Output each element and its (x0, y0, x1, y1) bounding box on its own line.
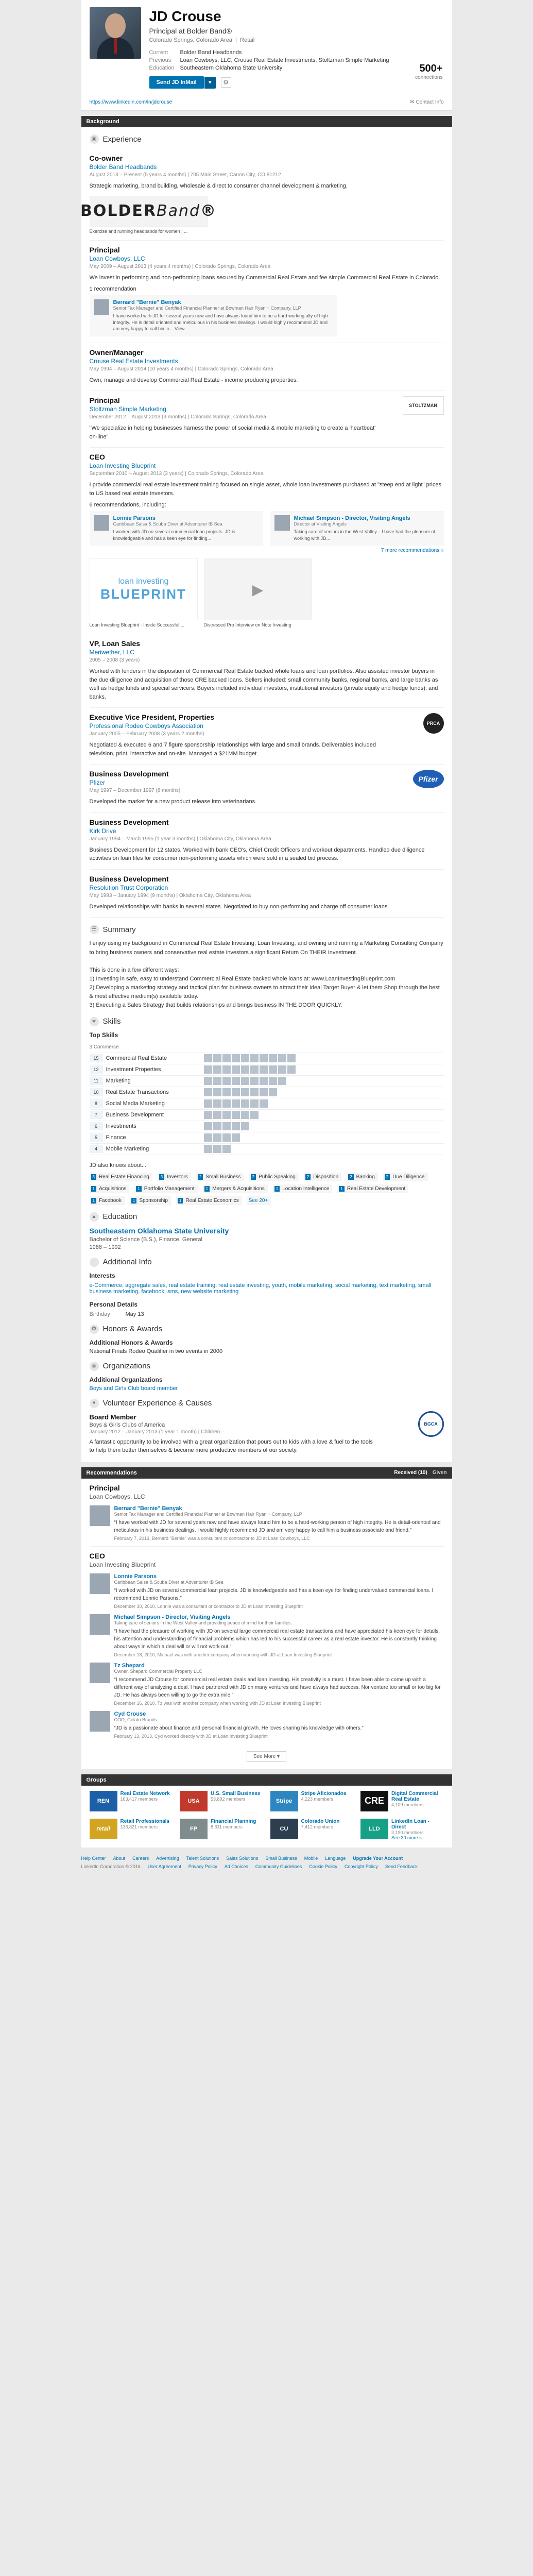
public-profile-url[interactable]: https://www.linkedin.com/in/jdcrouse (89, 99, 173, 105)
recommendation-preview[interactable]: Bernard "Bernie" Benyak Senior Tax Manager and Certified Financial Planner at Bowman Hair Ryan + Company, LLP I have worked with JD for several years now and have always found him to be a hard working ally of high integrity. He is detail oriented and meticulous in his business dealings. I would highly recommend JD and am very happy to call him a... View (90, 295, 337, 336)
position-item: CEO Loan Investing Blueprint September 2010 – August 2013 (3 years) | Colorado Springs, Colorado Area I provide commercial real estate investment training focused on single asset, whole loan investments purchased at "steep end at light" prices to US based real estate investors. 6 recommendations, including: Lonnie Parsons Caribbean Salsa & Scuba Diver at Adventurer IB Sea I worked with JD on several commercial loan projects. JD is knowledgeable and has a keen eye for finding... Michael Simpson - Director, Visiting Angels Director at Visiting Angels Taking care of seniors in the West Valley... I have had the pleasure of working with JD... 7 more recommendations » loan investing BLUEPRINT Loan Investing Blueprint - Inside Successful ... ▶ Distressed Pro Interview on Note Investing (90, 448, 444, 634)
boys-girls-club-logo[interactable]: BGCA (418, 1411, 444, 1437)
graduation-cap-icon: ▲ (90, 1212, 99, 1222)
footer-link[interactable]: About (113, 1855, 126, 1861)
skill-row[interactable]: 10 Real Estate Transactions (90, 1087, 444, 1098)
recommendation-item: Cyd Crouse COO, Gelato Brands “JD is a passionate about finance and personal financial growth. He loves sharing his knowledge with others.” February 13, 2013, Cyd worked directly with JD at Loan Investing Blueprint (90, 1711, 444, 1739)
award-icon: ✪ (90, 1325, 99, 1334)
summary-icon: ☰ (90, 925, 99, 934)
company-logo[interactable]: STOLTZMAN (403, 396, 444, 415)
send-inmail-button[interactable]: Send JD InMail (149, 76, 204, 89)
company-logo[interactable]: Pfizer (413, 770, 444, 788)
profile-headline: Principal at Bolder Band® (149, 27, 232, 35)
footer-link[interactable]: Community Guidelines (255, 1863, 302, 1869)
footer-link[interactable]: Talent Solutions (186, 1855, 219, 1861)
recommendations-header: Recommendations Received (10) Given (81, 1467, 452, 1479)
skill-pill[interactable]: 3 Investors (158, 1173, 191, 1181)
connections-count: 500+ connections (415, 63, 443, 80)
experience-title: Experience (102, 134, 142, 144)
loan-blueprint-logo: loan investing BLUEPRINT (90, 558, 198, 620)
recommendation-item: Lonnie Parsons Caribbean Salsa & Scuba Diver at Adventurer IB Sea “I worked with JD on several commercial loan projects. JD is knowledgeable and has a keen eye for finding undervalued commercial loans. I recommend Lonnie Parsons.” December 30, 2010, Lonnie was a consultant or contractor to JD at Loan Investing Blueprint (90, 1573, 444, 1609)
info-icon: i (90, 1258, 99, 1267)
organization-icon: ◎ (90, 1362, 99, 1371)
tab-given[interactable]: Given (432, 1470, 447, 1476)
avatar[interactable] (274, 515, 290, 531)
briefcase-icon: ▣ (90, 134, 99, 144)
top-skills-label: Top Skills (89, 1031, 118, 1039)
more-actions-gear-icon[interactable]: ⚙ (221, 77, 231, 88)
position-item: Business Development Pfizer May 1997 – December 1997 (8 months) Developed the market for a new product release into veterinarians. Pfizer (90, 765, 444, 813)
skill-row[interactable]: 4 Mobile Marketing (90, 1144, 444, 1155)
footer-link[interactable]: Language (325, 1855, 346, 1861)
summary-title: Summary (102, 925, 136, 934)
group-logo: LLD (360, 1819, 388, 1839)
profile-location: Colorado Springs, Colorado Area | Retail (149, 37, 255, 43)
bolder-band-logo: BOLDERBand® (80, 202, 217, 220)
recommendation-preview[interactable]: Lonnie Parsons Caribbean Salsa & Scuba Diver at Adventurer IB Sea I worked with JD on several commercial loan projects. JD is knowledgeable and has a keen eye for finding... (90, 511, 263, 546)
skill-row[interactable]: 6 Investments (90, 1121, 444, 1132)
groups-section (81, 1774, 452, 1848)
fact-current: Current Bolder Band Headbands (149, 49, 242, 56)
skill-row[interactable]: 5 Finance (90, 1132, 444, 1144)
avatar[interactable] (90, 1663, 110, 1683)
group-logo: retail (90, 1819, 117, 1839)
group-item[interactable]: USA U.S. Small Business 53,892 members (180, 1791, 263, 1811)
skills-icon: ★ (90, 1017, 99, 1026)
group-item[interactable]: Stripe Stripe Aficionados 4,223 members (270, 1791, 354, 1811)
profile-page (81, 0, 452, 1883)
group-logo: Stripe (270, 1791, 298, 1811)
skill-row[interactable]: 7 Business Development (90, 1110, 444, 1121)
media-thumbnail[interactable]: loan investing BLUEPRINT Loan Investing Blueprint - Inside Successful ... (90, 558, 198, 628)
footer-link[interactable]: Careers (132, 1855, 149, 1861)
group-item[interactable]: FP Financial Planning 8,611 members (180, 1819, 263, 1840)
group-logo: USA (180, 1791, 208, 1811)
skill-pill[interactable]: 1 Real Estate Development (337, 1184, 408, 1193)
position-item: Business Development Kirk Drive January 1994 – March 1995 (1 year 3 months) | Oklahoma City, Oklahoma Area Business Development for 12 states. Worked with bank CEO's, Chief Credit Officers and workout departments. Handled due diligence activities on loan files for consumer non-performing assets which were sold in a sealed bid process. (90, 813, 444, 870)
avatar[interactable] (90, 1573, 110, 1594)
volunteer-item: Board Member Boys & Girls Clubs of America January 2012 – January 2013 (1 year 1 month) | Children A fantastic opportunity to be involved with a great organization that pours out to kids with a love & fuel to the tools to help them better themselves & become more productive members of our society. BGCA (90, 1413, 444, 1455)
see-all-groups-link[interactable]: See 30 more » (391, 1835, 422, 1840)
personal-details-label: Personal Details (89, 1300, 137, 1308)
footer-link[interactable]: Send Feedback (385, 1863, 418, 1869)
avatar[interactable] (90, 1505, 110, 1526)
skill-pill[interactable]: 2 Due Diligence (383, 1173, 428, 1181)
group-item[interactable]: CRE Digital Commercial Real Estate 4,109 members (360, 1791, 444, 1811)
footer-link[interactable]: User Agreement (147, 1863, 181, 1869)
footer-link[interactable]: Advertising (156, 1855, 179, 1861)
additional-info-title: Additional Info (102, 1258, 152, 1267)
skill-pill[interactable]: 1 Real Estate Economics (176, 1196, 242, 1205)
skill-pill[interactable]: 1 Sponsorship (130, 1196, 171, 1205)
skill-pill[interactable]: 1 Portfolio Management (134, 1184, 197, 1193)
group-logo: FP (180, 1819, 208, 1839)
summary-text: I enjoy using my background in Commercial Real Estate Investing, Loan Investing, and owning and running a Marketing Consulting Company to bring business owners and conservative real estate investors a significant Return On THEIR Investment. This is done in a few different ways: 1) Investing in safe, easy to understand Commercial Real Estate backed whole loans at: www.LoanInvestingBlueprint.com 2) Developing a marketing strategy and tactical plan for business owners to attract their Ideal Target Buyer & let them Shop through the best & most effective medium(s) available today. 3) Executing a Sales Strategy that builds relationships and brings business IN THE DOOR QUICKLY. (89, 940, 443, 1008)
interests-label: Interests (89, 1272, 115, 1279)
footer-link[interactable]: Copyright Policy (344, 1863, 378, 1869)
top-card (81, 0, 452, 111)
fact-previous: Previous Loan Cowboys, LLC, Crouse Real Estate Investments, Stoltzman Simple Marketing (149, 57, 389, 63)
group-logo: REN (90, 1791, 117, 1811)
skill-row: 3 Commerce (90, 1042, 444, 1053)
volunteer-title: Volunteer Experience & Causes (102, 1399, 212, 1408)
group-logo: CRE (360, 1791, 388, 1811)
profile-name: JD Crouse (149, 8, 221, 24)
skill-pill[interactable]: 1 Acquisitions (90, 1184, 130, 1193)
footer-link[interactable]: Cookie Policy (309, 1863, 337, 1869)
footer-link[interactable]: Help Center (81, 1855, 106, 1861)
position-item: Principal Loan Cowboys, LLC May 2009 – August 2013 (4 years 4 months) | Colorado Springs, Colorado Area We invest in performing and non-performing loans secured by Commercial Real Estate and fee simple Commercial Real Estate in Colorado. 1 recommendation Bernard "Bernie" Benyak Senior Tax Manager and Certified Financial Planner at Bowman Hair Ryan + Company, LLP I have worked with JD for several years now and have always found him to be a hard working ally of high integrity. He is detail oriented and meticulous in his business dealings. I would highly recommend JD and am very happy to call him a... View (90, 241, 444, 343)
copyright: LinkedIn Corporation © 2016 (81, 1863, 141, 1869)
recommendation-group: Principal Loan Cowboys, LLC Bernard "Bernie" Benyak Senior Tax Manager and Certified Financial Planner at Bowman Hair Ryan + Company, LLP “I have worked with JD for several years now and have always found him to be a hard-working person of high integrity. He is detail-oriented and meticulous in his business dealings. I would highly recommend JD and am very happy to call him a business associate and friend.” February 7, 2013, Bernard "Bernie" was a consultant or contractor to JD at Loan Cowboys, LLC (90, 1479, 444, 1547)
position-item: Principal Stoltzman Simple Marketing December 2012 – August 2013 (9 months) | Colorado Springs, Colorado Area "We specialize in helping businesses harness the power of social media & mobile marketing to create a 'heartbeat' on-line" STOLTZMAN (90, 391, 444, 448)
skill-pill[interactable]: 2 Banking (347, 1173, 378, 1181)
background-section: Background ▣ Experience Co-owner Bolder Band Headbands August 2013 – Present (5 years 4 months) | 705 Main Street, Canon City, CO 81212 Strategic marketing, brand building, wholesale & direct to consumer channel development & marketing. BOLDERBand® Exercise and running headbands for women | ... Principal Loan Cowboys, LLC May 2009 – August 2013 (4 years 4 months) | Colorado Springs, Colorado Area We invest in performing and non-performing loans secured by Commercial Real Estate and fee simple Commercial Real Estate in Colorado. 1 recommendation Bernard "Bernie" Benyak Senior Tax Manager and Certified Financial Planner at Bowman Hair Ryan + Company, LLP I have worked with JD for several years now and have always found him to be a hard working ally of high integrity. He is detail oriented and meticulous in his business dealings. I would highly recommend JD and am very happy to call him a... View Owner/Manager Crouse Real Estate Investments May 1994 – August 2014 (10 years 4 months) | Colorado Springs, Colorado Area Own, manage and develop Commercial Real Estate - income producing properties. Principal Stoltzman Simple Marketing December 2012 – August 2013 (9 months) | Colorado Springs, Colorado Area "We specialize in helping businesses harness the power of social media & mobile marketing to create a 'heartbeat' on-line" STOLTZMAN CEO Loan Investing Blueprint September 2010 – August 2013 (3 years) | Colorado Springs, Colorado Area I provide commercial real estate investment training focused on single asset, whole loan investments purchased at "steep end at light" prices to US based real estate investors. 6 recommendations, including: Lonnie Parsons Caribbean Salsa & Scuba Diver at Adventurer IB Sea I worked with JD on several commercial loan projects. JD is knowledgeable and has a keen eye for finding... Michael Simpson - Director, Visiting Angels Director at Visiting Angels Taking care of seniors in the West Valley... I have had the pleasure of working with JD... 7 more recommendations » loan investing BLUEPRINT Loan Investing Blueprint - Inside Successful ... ▶ Distressed Pro Interview on Note Investing VP, Loan Sales Meriwether, LLC 2005 – 2008 (3 years) Worked with lenders in the disposition of Commercial Real Estate backed whole loans and loan portfolios. Also assisted investor buyers in the due diligence and acquisition of those CRE backed loans. Sellers included: small community banks, regional banks, and large banks as well as hedge funds and special servicers. Buyers included individual investors, institutional investors (private equity and hedge funds), and banks. Executive Vice President, Properties Professional Rodeo Cowboys Association January 2005 – February 2008 (3 years 2 months) Negotiated & executed 6 and 7 figure sponsorship relationships with large and small brands. Deliverables included television, print, interactive and on-site. Managed a $21MM budget. PRCA Business Development Pfizer May 1997 – December 1997 (8 months) Developed the market for a new product release into veterinarians. Pfizer Business Development Kirk Drive January 1994 – March 1995 (1 year 3 months) | Oklahoma City, Oklahoma Area Business Development for 12 states. Worked with bank CEO's, Chief Credit Officers and workout departments. Handled due diligence activities on loan files for consumer non-performing assets which were sold in a sealed bid process. Business Development Resolution Trust Corporation May 1993 – January 1994 (9 months) | Oklahoma City, Oklahoma Area Developed relationships with banks in several states. Negotiated to buy non-performing and charge off consumer loans. ☰ Summary I enjoy using my background in Commercial Real Estate Investing, Loan Investing, and owning and running a Marketing Consulting Company to bring business owners and conservative real estate investors a significant Return On THEIR Investment. This is done in a few different ways: 1) Investing in safe, easy to understand Commercial Real Estate backed whole loans at: www.LoanInvestingBlueprint.com 2) Developing a marketing strategy and tactical plan for business owners to attract their Ideal Target Buyer & let them Shop through the best & most effective medium(s) available today. 3) Executing a Sales Strategy that builds relationships and brings business IN THE DOOR QUICKLY. ★ Skills Top Skills 3 Commerce 15 Commercial Real Estate 12 Investment Properties 11 Marketing 10 Real Estate Transactions 8 Social Media Marketing 7 Business Development 6 Investments 5 Finance 4 Mobile Marketing JD also knows about... 3 Real Estate Financing 3 Investors 2 Small Business 2 Public Speaking 2 Disposition 2 Banking 2 Due Diligence 1 Acquisitions 1 Portfolio Management 1 Mergers & Acquisitions 1 Location Intelligence 1 Real Estate Development 1 Facebook 1 Sponsorship 1 Real Estate Economics See 20+ ▲ Education Southeastern Oklahoma State University Bachelor of Science (B.S.), Finance, General 1988 – 1992 i Additional Info Interests e-Commerce, aggregate sales, real estate training, real estate investing, youth, mobile marketing, social marketing, text marketing, small business marketing, facebook, sms, new website marketing Personal Details Birthday May 13 ✪ Honors & Awards Additional Honors & Awards National Finals Rodeo Qualifier in two events in 2000 ◎ Organizations Additional Organizations Boys and Girls Club board member ♥ Volunteer Experience & Causes Board Member Boys & Girls Clubs of America January 2012 – January 2013 (1 year 1 month) | Children A fantastic opportunity to be involved with a great organization that pours out to kids with a love & fuel to the tools to help them better themselves & become more productive members of our society. BGCA (81, 116, 452, 1462)
education-item: Southeastern Oklahoma State University Bachelor of Science (B.S.), Finance, General 1988 – 1992 (89, 1226, 229, 1250)
recommendation-item: Michael Simpson - Director, Visiting Angels Taking care of seniors in the West Valley and providing peace of mind for their families. “I have had the pleasure of working with JD on several large commercial real estate transactions and have appreciated his keen eye for details, his attention and understanding of financial problems which has led to his successful career as a real estate investor. He is constantly thinking about ways in which a deal will or will not work out.” December 18, 2010, Michael was with another company when working with JD at Loan Investing Blueprint (90, 1614, 444, 1657)
skill-pill[interactable]: 3 Real Estate Financing (90, 1173, 152, 1181)
skill-pill[interactable]: 1 Location Intelligence (273, 1184, 333, 1193)
upgrade-account-link[interactable]: Upgrade Your Account (353, 1855, 403, 1861)
video-play-icon: ▶ (252, 581, 264, 598)
avatar[interactable] (94, 515, 109, 531)
profile-photo[interactable] (90, 7, 141, 59)
group-item[interactable]: retail Retail Professionals 136,821 members (90, 1819, 173, 1840)
skill-row[interactable]: 11 Marketing (90, 1076, 444, 1087)
skills-title: Skills (102, 1017, 121, 1026)
education-title: Education (102, 1212, 137, 1222)
fact-education: Education Southeastern Oklahoma State University (149, 65, 283, 71)
skill-row[interactable]: 12 Investment Properties (90, 1064, 444, 1076)
footer-link[interactable]: Ad Choices (224, 1863, 248, 1869)
see-more-button[interactable]: See More ▾ (247, 1751, 286, 1762)
skill-row[interactable]: 8 Social Media Marketing (90, 1098, 444, 1110)
group-logo: CU (270, 1819, 298, 1839)
company-logo[interactable]: PRCA (423, 713, 444, 734)
public-url-bar (90, 95, 444, 105)
skill-pill[interactable]: 2 Small Business (196, 1173, 244, 1181)
avatar[interactable] (90, 1711, 110, 1732)
position-item: VP, Loan Sales Meriwether, LLC 2005 – 2008 (3 years) Worked with lenders in the disposition of Commercial Real Estate backed whole loans and loan portfolios. Also assisted investor buyers in the due diligence and acquisition of those CRE backed loans. Sellers included: small community banks, regional banks, and large banks as well as hedge funds and special servicers. Buyers included individual investors, institutional investors (private equity and hedge funds), and banks. (90, 634, 444, 708)
honors-title: Honors & Awards (102, 1325, 163, 1334)
group-item[interactable]: REN Real Estate Network 163,417 members (90, 1791, 173, 1811)
tab-received[interactable]: Received (10) (394, 1470, 427, 1476)
skill-pill[interactable]: 1 Facebook (90, 1196, 125, 1205)
more-recommendations-link[interactable]: 7 more recommendations » (381, 548, 444, 554)
heart-icon: ♥ (90, 1399, 99, 1408)
media-thumbnail[interactable]: ▶ Distressed Pro Interview on Note Investing (204, 558, 312, 628)
interests-list[interactable]: e-Commerce, aggregate sales, real estate training, real estate investing, youth, mobile marketing, social marketing, text marketing, small business marketing, facebook, sms, new website marketing (89, 1282, 432, 1295)
skill-pill[interactable]: 2 Public Speaking (249, 1173, 299, 1181)
recommendation-preview[interactable]: Michael Simpson - Director, Visiting Angels Director at Visiting Angels Taking care of seniors in the West Valley... I have had the pleasure of working with JD... (270, 511, 444, 546)
media-thumbnail[interactable]: BOLDERBand® Exercise and running headbands for women | ... (90, 196, 208, 234)
page-footer (81, 1856, 452, 1883)
top-skills-list (90, 1042, 444, 1155)
footer-link[interactable]: Small Business (265, 1855, 297, 1861)
footer-link[interactable]: Privacy Policy (188, 1863, 217, 1869)
footer-link[interactable]: Mobile (304, 1855, 318, 1861)
recommendation-group: CEO Loan Investing Blueprint Lonnie Parsons Caribbean Salsa & Scuba Diver at Adventurer IB Sea “I worked with JD on several commercial loan projects. JD is knowledgeable and has a keen eye for finding undervalued commercial loans. I recommend Lonnie Parsons.” December 30, 2010, Lonnie was a consultant or contractor to JD at Loan Investing Blueprint Michael Simpson - Director, Visiting Angels Taking care of seniors in the West Valley and providing peace of mind for their families. “I have had the pleasure of working with JD on several large commercial real estate transactions and have appreciated his keen eye for details, his attention and understanding of financial problems which has led to his successful career as a real estate investor. He is constantly thinking about ways in which a deal will or will not work out.” December 18, 2010, Michael was with another company when working with JD at Loan Investing Blueprint Tz Shepard Owner, Shepard Commercial Property LLC “I recommend JD Crouse for commercial real estate deals and loan investing. His creativity is a must. I have been able to come up with a different way of analyzing a deal. I have partnered with JD on many ventures and have always had success. Nor venture too small or too big for JD. He has always been willing to go the extra mile.” December 16, 2010, Tz was with another company when working with JD at Loan Investing Blueprint Cyd Crouse COO, Gelato Brands “JD is a passionate about finance and personal financial growth. He loves sharing his knowledge with others.” February 13, 2013, Cyd worked directly with JD at Loan Investing Blueprint (90, 1547, 444, 1744)
see-more-skills-link[interactable]: See 20+ (247, 1196, 271, 1205)
skill-pill[interactable]: 1 Mergers & Acquisitions (203, 1184, 268, 1193)
contact-info-button[interactable]: ✉ Contact Info (410, 99, 444, 105)
position-item: Executive Vice President, Properties Professional Rodeo Cowboys Association January 2005 – February 2008 (3 years 2 months) Negotiated & executed 6 and 7 figure sponsorship relationships with large and small brands. Deliverables included television, print, interactive and on-site. Managed a $21MM budget. PRCA (90, 708, 444, 765)
also-knows-grid (90, 1173, 444, 1205)
background-header: Background (81, 116, 452, 127)
footer-link[interactable]: Sales Solutions (226, 1855, 259, 1861)
recommendation-item: Tz Shepard Owner, Shepard Commercial Property LLC “I recommend JD Crouse for commercial real estate deals and loan investing. His creativity is a must. I have been able to come up with a different way of analyzing a deal. I have partnered with JD on many ventures and have always had success. Nor venture too small or too big for JD. He has always been willing to go the extra mile.” December 16, 2010, Tz was with another company when working with JD at Loan Investing Blueprint (90, 1663, 444, 1706)
position-item: Co-owner Bolder Band Headbands August 2013 – Present (5 years 4 months) | 705 Main Street, Canon City, CO 81212 Strategic marketing, brand building, wholesale & direct to consumer channel development & marketing. BOLDERBand® Exercise and running headbands for women | ... (90, 149, 444, 241)
position-item: Owner/Manager Crouse Real Estate Investments May 1994 – August 2014 (10 years 4 months) | Colorado Springs, Colorado Area Own, manage and develop Commercial Real Estate - income producing properties. (90, 343, 444, 392)
recommendations-section (81, 1467, 452, 1769)
skill-pill[interactable]: 2 Disposition (304, 1173, 341, 1181)
position-item: Business Development Resolution Trust Corporation May 1993 – January 1994 (9 months) | Oklahoma City, Oklahoma Area Developed relationships with banks in several states. Negotiated to buy non-performing and charge off consumer loans. (90, 870, 444, 918)
group-item[interactable]: CU Colorado Union 7,412 members (270, 1819, 354, 1840)
group-item[interactable]: LLD LinkedIn Loan - Direct 3,190 members See 30 more » (360, 1819, 444, 1840)
organizations-title: Organizations (102, 1362, 151, 1371)
avatar[interactable] (90, 1614, 110, 1635)
profile-facts (149, 49, 444, 71)
send-dropdown-chevron-icon[interactable]: ▼ (204, 77, 216, 89)
recommendation-item: Bernard "Bernie" Benyak Senior Tax Manager and Certified Financial Planner at Bowman Hair Ryan + Company, LLP “I have worked with JD for several years now and have always found him to be a hard-working person of high integrity. He is detail-oriented and meticulous in his business dealings. I would highly recommend JD and am very happy to call him a business associate and friend.” February 7, 2013, Bernard "Bernie" was a consultant or contractor to JD at Loan Cowboys, LLC (90, 1505, 444, 1541)
avatar[interactable] (94, 299, 109, 315)
groups-header: Groups (81, 1774, 452, 1786)
also-knows-label: JD also knows about... (89, 1162, 147, 1168)
skill-row[interactable]: 15 Commercial Real Estate (90, 1053, 444, 1064)
